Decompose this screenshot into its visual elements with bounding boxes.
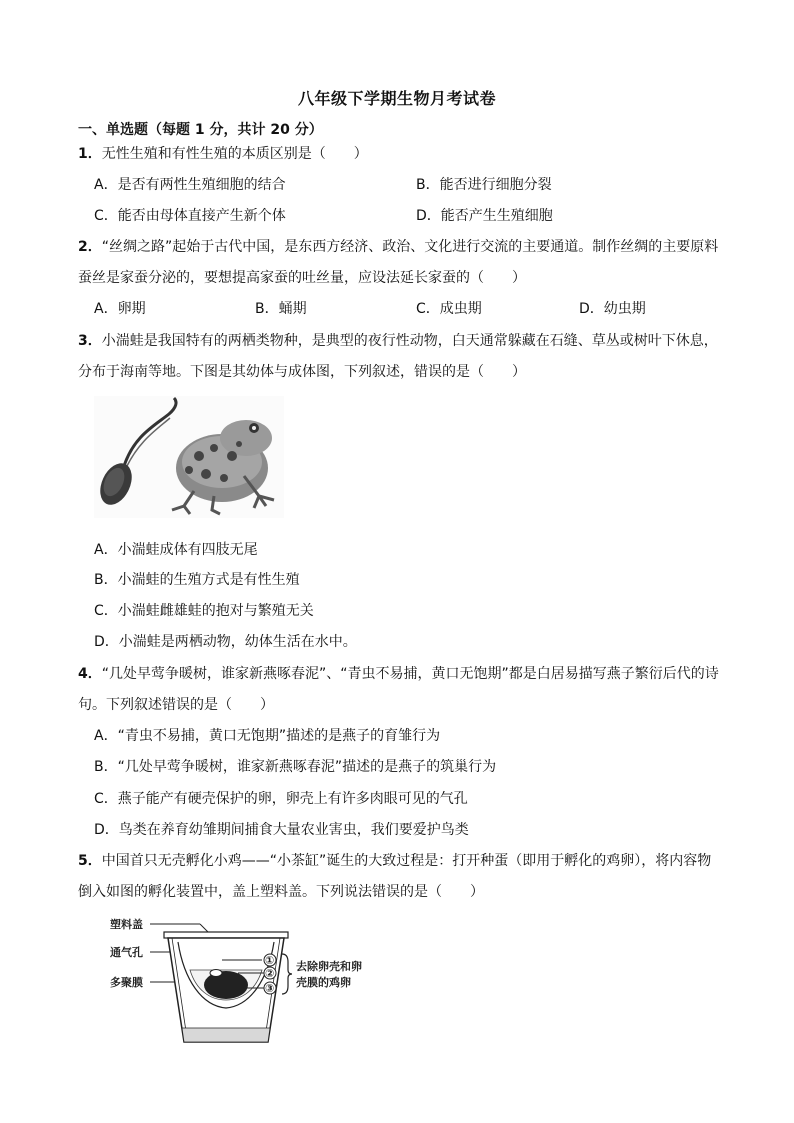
label-film: 多聚膜 bbox=[110, 976, 143, 989]
q2-option-b: B．蛹期 bbox=[255, 301, 307, 317]
q3-option-d: D．小湍蛙是两栖动物，幼体生活在水中。 bbox=[94, 634, 357, 650]
q3-option-a: A．小湍蛙成体有四肢无尾 bbox=[94, 542, 258, 558]
question-3 bbox=[78, 331, 718, 351]
label-vent: 通气孔 bbox=[110, 946, 143, 959]
brace-label-1: 去除卵壳和卵 bbox=[296, 960, 362, 973]
question-1 bbox=[78, 144, 368, 164]
question-4 bbox=[78, 664, 719, 684]
question-3-line-2: 分布于海南等地。下图是其幼体与成体图，下列叙述，错误的是（ ） bbox=[78, 364, 526, 380]
q3-option-c: C．小湍蛙雌雄蛙的抱对与繁殖无关 bbox=[94, 603, 314, 619]
question-number: 2． bbox=[78, 239, 102, 255]
q4-option-b: B．“几处早莺争暖树，谁家新燕啄春泥”描述的是燕子的筑巢行为 bbox=[94, 759, 497, 775]
brace-label-2: 壳膜的鸡卵 bbox=[296, 976, 351, 989]
q2-option-d: D．幼虫期 bbox=[579, 301, 646, 317]
question-5 bbox=[78, 851, 711, 871]
q1-option-c: C．能否由母体直接产生新个体 bbox=[94, 208, 286, 224]
question-2 bbox=[78, 237, 718, 257]
question-4-line-2: 句。下列叙述错误的是（ ） bbox=[78, 697, 274, 713]
section-heading: 一、单选题（每题 1 分，共计 20 分） bbox=[78, 122, 323, 138]
q4-option-d: D．鸟类在养育幼雏期间捕食大量农业害虫，我们要爱护鸟类 bbox=[94, 822, 469, 838]
question-text: 中国首只无壳孵化小鸡——“小茶缸”诞生的大致过程是：打开种蛋（即用于孵化的鸡卵），将内容物 bbox=[101, 853, 712, 869]
question-5-line-2: 倒入如图的孵化装置中，盖上塑料盖。下列说法错误的是（ ） bbox=[78, 884, 484, 900]
question-number: 3． bbox=[78, 333, 102, 349]
question-number: 1． bbox=[78, 146, 102, 162]
q1-option-a: A．是否有两性生殖细胞的结合 bbox=[94, 177, 286, 193]
tadpole-frog-image bbox=[94, 396, 284, 518]
q1-option-d: D．能否产生生殖细胞 bbox=[416, 208, 553, 224]
question-number: 4． bbox=[78, 666, 102, 682]
question-text: 无性生殖和有性生殖的本质区别是（ ） bbox=[101, 146, 368, 162]
question-2-line-2: 蚕丝是家蚕分泌的，要想提高家蚕的吐丝量，应设法延长家蚕的（ ） bbox=[78, 270, 526, 286]
page-title: 八年级下学期生物月考试卷 bbox=[297, 89, 496, 108]
label-lid: 塑料盖 bbox=[110, 918, 143, 931]
callout-1: ① bbox=[265, 954, 275, 967]
callout-2: ② bbox=[265, 967, 275, 980]
q4-option-c: C．燕子能产有硬壳保护的卵，卵壳上有许多肉眼可见的气孔 bbox=[94, 791, 468, 807]
q3-option-b: B．小湍蛙的生殖方式是有性生殖 bbox=[94, 572, 300, 588]
question-text: “丝绸之路”起始于古代中国，是东西方经济、政治、文化进行交流的主要通道。制作丝绸的主要原料 bbox=[101, 239, 719, 255]
incubator-diagram bbox=[92, 910, 382, 1055]
question-number: 5． bbox=[78, 853, 102, 869]
callout-3: ③ bbox=[265, 982, 275, 995]
q2-option-c: C．成虫期 bbox=[416, 301, 482, 317]
q4-option-a: A．“青虫不易捕，黄口无饱期”描述的是燕子的育雏行为 bbox=[94, 728, 441, 744]
question-text: “几处早莺争暖树，谁家新燕啄春泥”、“青虫不易捕，黄口无饱期”都是白居易描写燕子繁衍后代的诗 bbox=[101, 666, 719, 682]
question-text: 小湍蛙是我国特有的两栖类物种，是典型的夜行性动物，白天通常躲藏在石缝、草丛或树叶下休息， bbox=[101, 333, 718, 349]
q2-option-a: A．卵期 bbox=[94, 301, 146, 317]
q1-option-b: B．能否进行细胞分裂 bbox=[416, 177, 552, 193]
